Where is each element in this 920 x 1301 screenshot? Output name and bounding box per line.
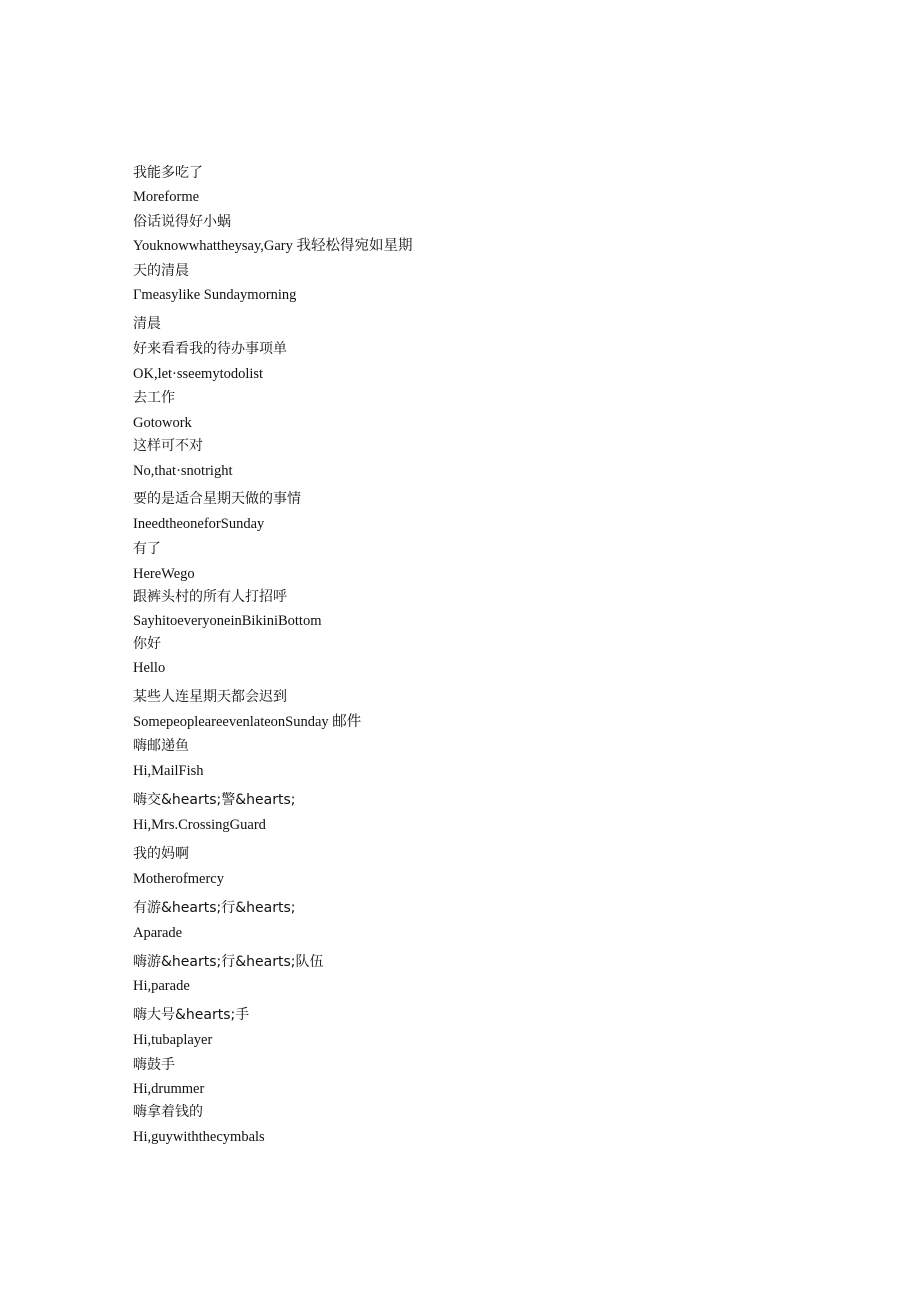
text-line: 嗨鼓手 [133, 1057, 175, 1073]
text-line: Hi,drummer [133, 1081, 205, 1097]
text-line: Hi,parade [133, 978, 190, 994]
text-line: Motherofmercy [133, 871, 224, 887]
text-line: Γmeasylike Sundaymorning [133, 287, 297, 303]
text-line: IneedtheoneforSunday [133, 516, 265, 532]
text-line: 跟裤头村的所有人打招呼 [133, 589, 287, 605]
text-line: 俗话说得好小蜗 [133, 214, 231, 230]
text-line: Hi,tubaplayer [133, 1032, 213, 1048]
text-line: Youknowwhattheysay,Gary 我轻松得宛如星期 [133, 238, 413, 254]
text-line: 某些人连星期天都会迟到 [133, 689, 287, 705]
text-line: HereWego [133, 566, 195, 582]
text-line: 天的清晨 [133, 263, 189, 279]
text-line: Hi,guywiththecymbals [133, 1129, 265, 1145]
text-line: Hi,Mrs.CrossingGuard [133, 817, 266, 833]
text-line: 这样可不对 [133, 438, 203, 454]
text-line: Hello [133, 660, 166, 676]
text-line: 我的妈啊 [133, 846, 189, 862]
text-line: 嗨游&hearts;行&hearts;队伍 [133, 954, 324, 970]
text-line: 嗨拿着钱的 [133, 1104, 203, 1120]
text-line: 清晨 [133, 316, 161, 332]
text-line: 去工作 [133, 390, 175, 406]
text-line: 嗨交&hearts;警&hearts; [133, 792, 296, 808]
text-line: SayhitoeveryoneinBikiniBottom [133, 613, 322, 629]
text-line: 嗨邮递鱼 [133, 738, 189, 754]
text-line: Gotowork [133, 415, 192, 431]
text-line: No,that·snotright [133, 463, 233, 479]
text-line: 有了 [133, 541, 161, 557]
text-line: Aparade [133, 925, 183, 941]
text-line: Hi,MailFish [133, 763, 204, 779]
text-line: OK,let·sseemytodolist [133, 366, 264, 382]
text-line: 你好 [133, 636, 161, 652]
text-line: 我能多吃了 [133, 165, 203, 181]
text-line: SomepeopleareevenlateonSunday 邮件 [133, 714, 362, 730]
text-line: Moreforme [133, 189, 200, 205]
text-line: 要的是适合星期天做的事情 [133, 491, 301, 507]
text-line: 嗨大号&hearts;手 [133, 1007, 250, 1023]
text-line: 好来看看我的待办事项单 [133, 341, 287, 357]
text-line: 有游&hearts;行&hearts; [133, 900, 296, 916]
